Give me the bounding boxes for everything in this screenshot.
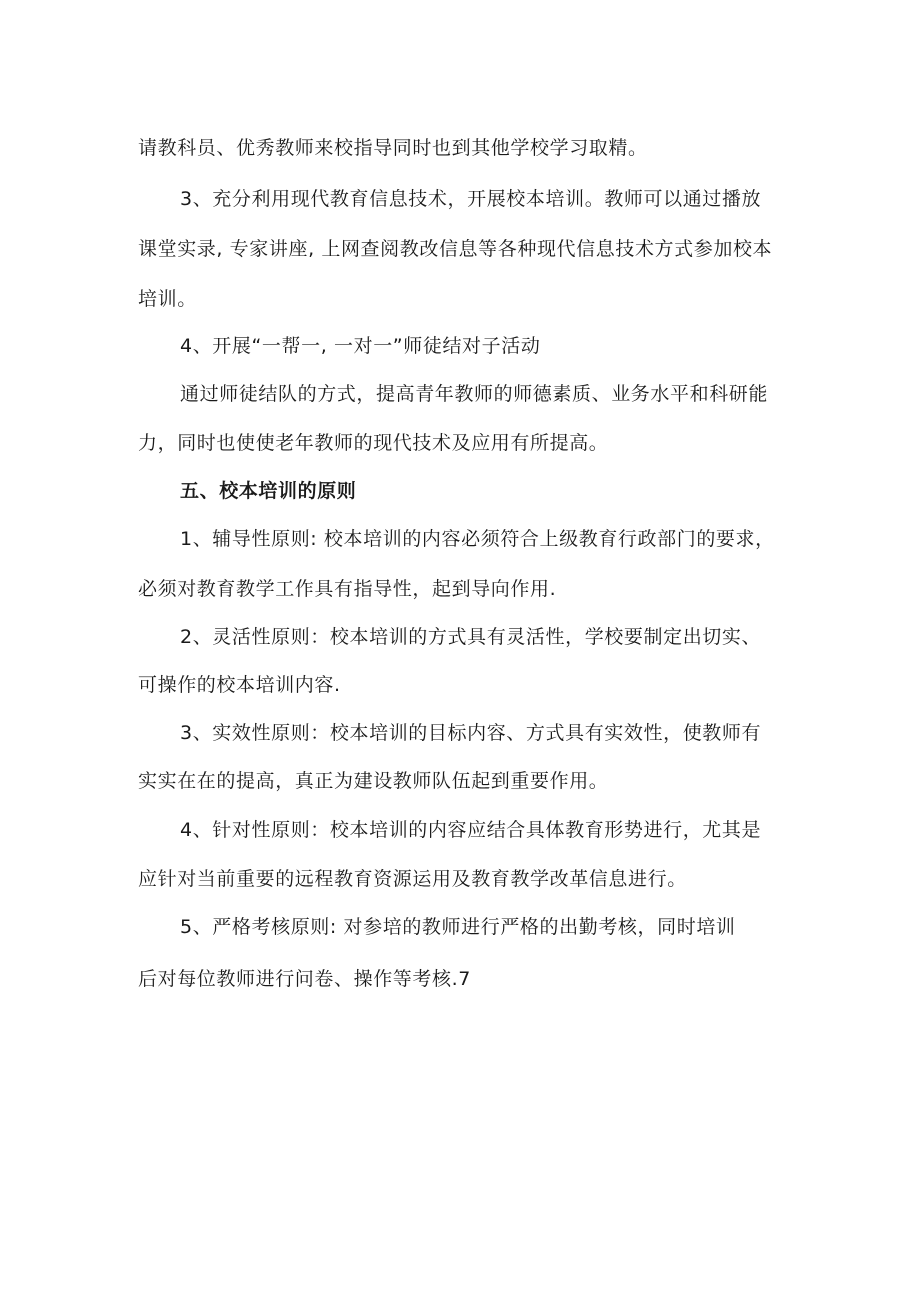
paragraph-line: 3、充分利用现代教育信息技术，开展校本培训。教师可以通过播放 — [180, 188, 762, 210]
paragraph-line: 请教科员、优秀教师来校指导同时也到其他学校学习取精。 — [138, 137, 648, 159]
paragraph-line: 可操作的校本培训内容. — [138, 674, 341, 696]
paragraph-line: 必须对教育教学工作具有指导性，起到导向作用. — [138, 578, 557, 600]
paragraph-line: 5、严格考核原则: 对参培的教师进行严格的出勤考核，同时培训 — [180, 916, 736, 938]
section-heading: 五、校本培训的原则 — [180, 480, 357, 502]
paragraph-line: 力，同时也使使老年教师的现代技术及应用有所提高。 — [138, 432, 609, 454]
paragraph-line: 3、实效性原则：校本培训的目标内容、方式具有实效性，使教师有 — [180, 722, 762, 744]
paragraph-line: 4、开展“一帮一, 一对一”师徒结对子活动 — [180, 335, 541, 357]
paragraph-line: 课堂实录, 专家讲座, 上网查阅教改信息等各种现代信息技术方式参加校本 — [138, 238, 773, 260]
paragraph-line: 培训。 — [138, 288, 197, 310]
paragraph-line: 2、灵活性原则：校本培训的方式具有灵活性，学校要制定出切实、 — [180, 626, 762, 648]
paragraph-line: 应针对当前重要的远程教育资源运用及教育教学改革信息进行。 — [138, 868, 687, 890]
paragraph-line: 1、辅导性原则: 校本培训的内容必须符合上级教育行政部门的要求， — [180, 528, 775, 550]
paragraph-line: 4、针对性原则：校本培训的内容应结合具体教育形势进行，尤其是 — [180, 819, 762, 841]
paragraph-line: 实实在在的提高，真正为建设教师队伍起到重要作用。 — [138, 770, 609, 792]
paragraph-line: 通过师徒结队的方式，提高青年教师的师德素质、业务水平和科研能 — [180, 383, 769, 405]
paragraph-line: 后对每位教师进行问卷、操作等考核.7 — [138, 968, 471, 990]
